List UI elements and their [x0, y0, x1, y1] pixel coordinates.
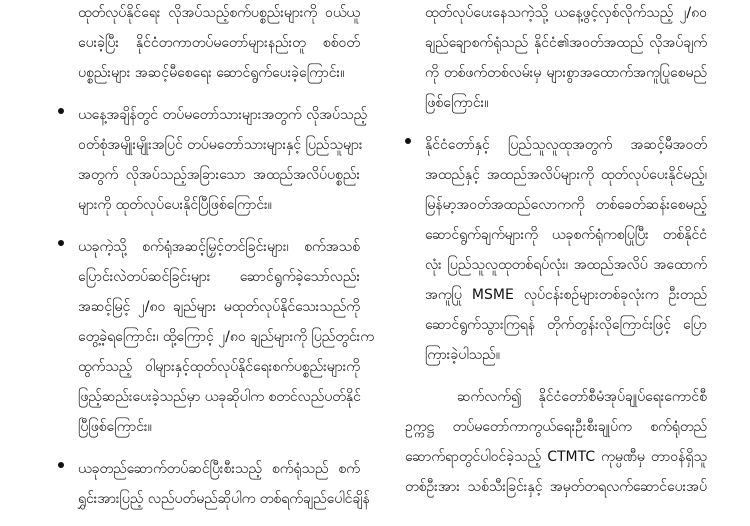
text-line: တွေ့ခဲ့ရကြောင်း၊ ထို့ကြောင့် ၂/၈၀ ချည်များကို ပြည်တွင်းက [78, 329, 374, 345]
text-line: ယခုကဲ့သို့ စက်ရုံအဆင့်မြှင့်တင်ခြင်းများ၊ စက်အသစ် [78, 239, 360, 255]
bullet-icon [405, 138, 411, 144]
body-paragraph [405, 382, 707, 502]
text-line: အထည်နှင့် အထည်အလိပ်များကို ထုတ်လုပ်ပေးနိုင်မည့်၊ [425, 167, 707, 183]
text-line: ထုတ်လုပ်နိုင်ရေး လိုအပ်သည့်စက်ပစ္စည်းများကို ဝယ်ယူ [78, 5, 360, 21]
text-line: နိုင်ငံတော်နှင့် ပြည်သူလူထုအတွက် အဆင့်မီအဝတ် [425, 137, 707, 153]
text-line: များကို ထုတ်လုပ်ပေးနိုင်ပြီဖြစ်ကြောင်း။ [78, 197, 272, 213]
text-line: တစ်ဦးအား သစ်သီးခြင်းနှင့် အမှတ်တရလက်ဆောင်ပေးအပ် [405, 479, 707, 495]
text-line: ဆောင်ရွက်သွားကြရန် တိုက်တွန်းလိုကြောင်းဖြင့် ပြော [425, 317, 707, 333]
text-line: ယခုတည်ဆောက်တပ်ဆင်ပြီးစီးသည့် စက်ရုံသည် စက် [78, 461, 360, 477]
text-line: ဖြည့်ဆည်းပေးခဲ့သည်မှာ ယခုဆိုပါက စတင်လည်ပတ်နိုင် [78, 389, 361, 405]
text-line: အတွက် လိုအပ်သည့်အခြားသော အထည်အလိပ်ပစ္စည်း [78, 167, 360, 183]
list-item-continued [58, 0, 360, 88]
text-line: အဆင့်မြင့် ၂/၈၀ ချည်များ မထုတ်လုပ်နိုင်သေးသည်ကို [78, 299, 360, 315]
left-column [58, 0, 374, 526]
right-column [405, 0, 707, 502]
list-item [405, 130, 707, 370]
text-line: လုံး ပြည်သူလူထုတစ်ရပ်လုံး၊ အထည်အလိပ် အထောက် [425, 257, 707, 273]
list-item-continued [405, 0, 707, 118]
text-line: ဖြစ်ကြောင်း။ [425, 95, 489, 111]
text-line: ဆောင်ရွက်ချက်များကို ယခုစက်ရုံကစပြုပြီး တစ်နိုင်ငံ [425, 227, 707, 243]
text-line: ပေးခဲ့ပြီး နိုင်ငံတကာတပ်မတော်များနည်းတူ စစ်ဝတ် [78, 35, 360, 51]
bullet-icon [58, 108, 64, 114]
bullet-icon [58, 240, 64, 246]
text-line: မြန်မာ့အဝတ်အထည်လောကကို တစ်ခေတ်ဆန်းစေမည့် [425, 197, 707, 213]
text-line: ထွက်သည့် ဝါများနှင့်ထုတ်လုပ်နိုင်ရေးစက်ပစ္စည်းများကို [78, 359, 360, 375]
list-item [58, 454, 370, 514]
text-line: ကြားခဲ့ပါသည်။ [425, 347, 500, 363]
bullet-icon [58, 462, 64, 468]
text-line: ယနေ့အချိန်တွင် တပ်မတော်သားများအတွက် လိုအပ်သည့် [78, 107, 368, 123]
text-line: ဥက္ကဋ္ဌ တပ်မတော်ကာကွယ်ရေးဦးစီးချုပ်က စက်ရုံတည် [405, 419, 707, 435]
text-line: ပစ္စည်းများ အဆင့်မီစေရေး ဆောင်ရွက်ပေးခဲ့ကြောင်း။ [78, 65, 345, 81]
text-line: ထုတ်လုပ်ပေးနေသကဲ့သို့ ယနေ့ဖွင့်လှစ်လိုက်သည့် ၂/၈၀ [425, 5, 707, 21]
text-line: အကူပြု MSME လုပ်ငန်းစဉ်များတစ်ခုလုံးက ဦးတည် [425, 287, 707, 303]
text-line: ချည်ချောစက်ရုံသည် နိုင်ငံ၏အဝတ်အထည် လိုအပ်ချက် [425, 35, 707, 51]
text-line: ဆောက်ရာတွင်ပါဝင်ခဲ့သည့် CTMTC ကုမ္ပဏီမှ တာဝန်ရှိသူ [405, 449, 707, 465]
list-item [58, 232, 374, 442]
text-line: ပြောင်းလဲတပ်ဆင်ခြင်းများ ဆောင်ရွက်ခဲ့သော်လည်း [78, 269, 360, 285]
text-line: ကို တစ်ဖက်တစ်လမ်းမှ များစွာအထောက်အကူပြုစေမည် [425, 65, 707, 81]
text-line: ဝတ်စုံအမျိုးမျိုးအပြင် တပ်မတော်သားများနှင့် ပြည်သူများ [78, 137, 363, 153]
text-line: ရွှင်းအားပြည့် လည်ပတ်မည်ဆိုပါက တစ်ရက်ချည်ပေါင်ချိန် [78, 491, 370, 507]
text-line: ပြီဖြစ်ကြောင်း။ [78, 419, 152, 435]
text-line: ဆက်လက်၍ နိုင်ငံတော်စီမံအုပ်ချုပ်ရေးကောင်စီ [457, 389, 707, 405]
list-item [58, 100, 368, 220]
